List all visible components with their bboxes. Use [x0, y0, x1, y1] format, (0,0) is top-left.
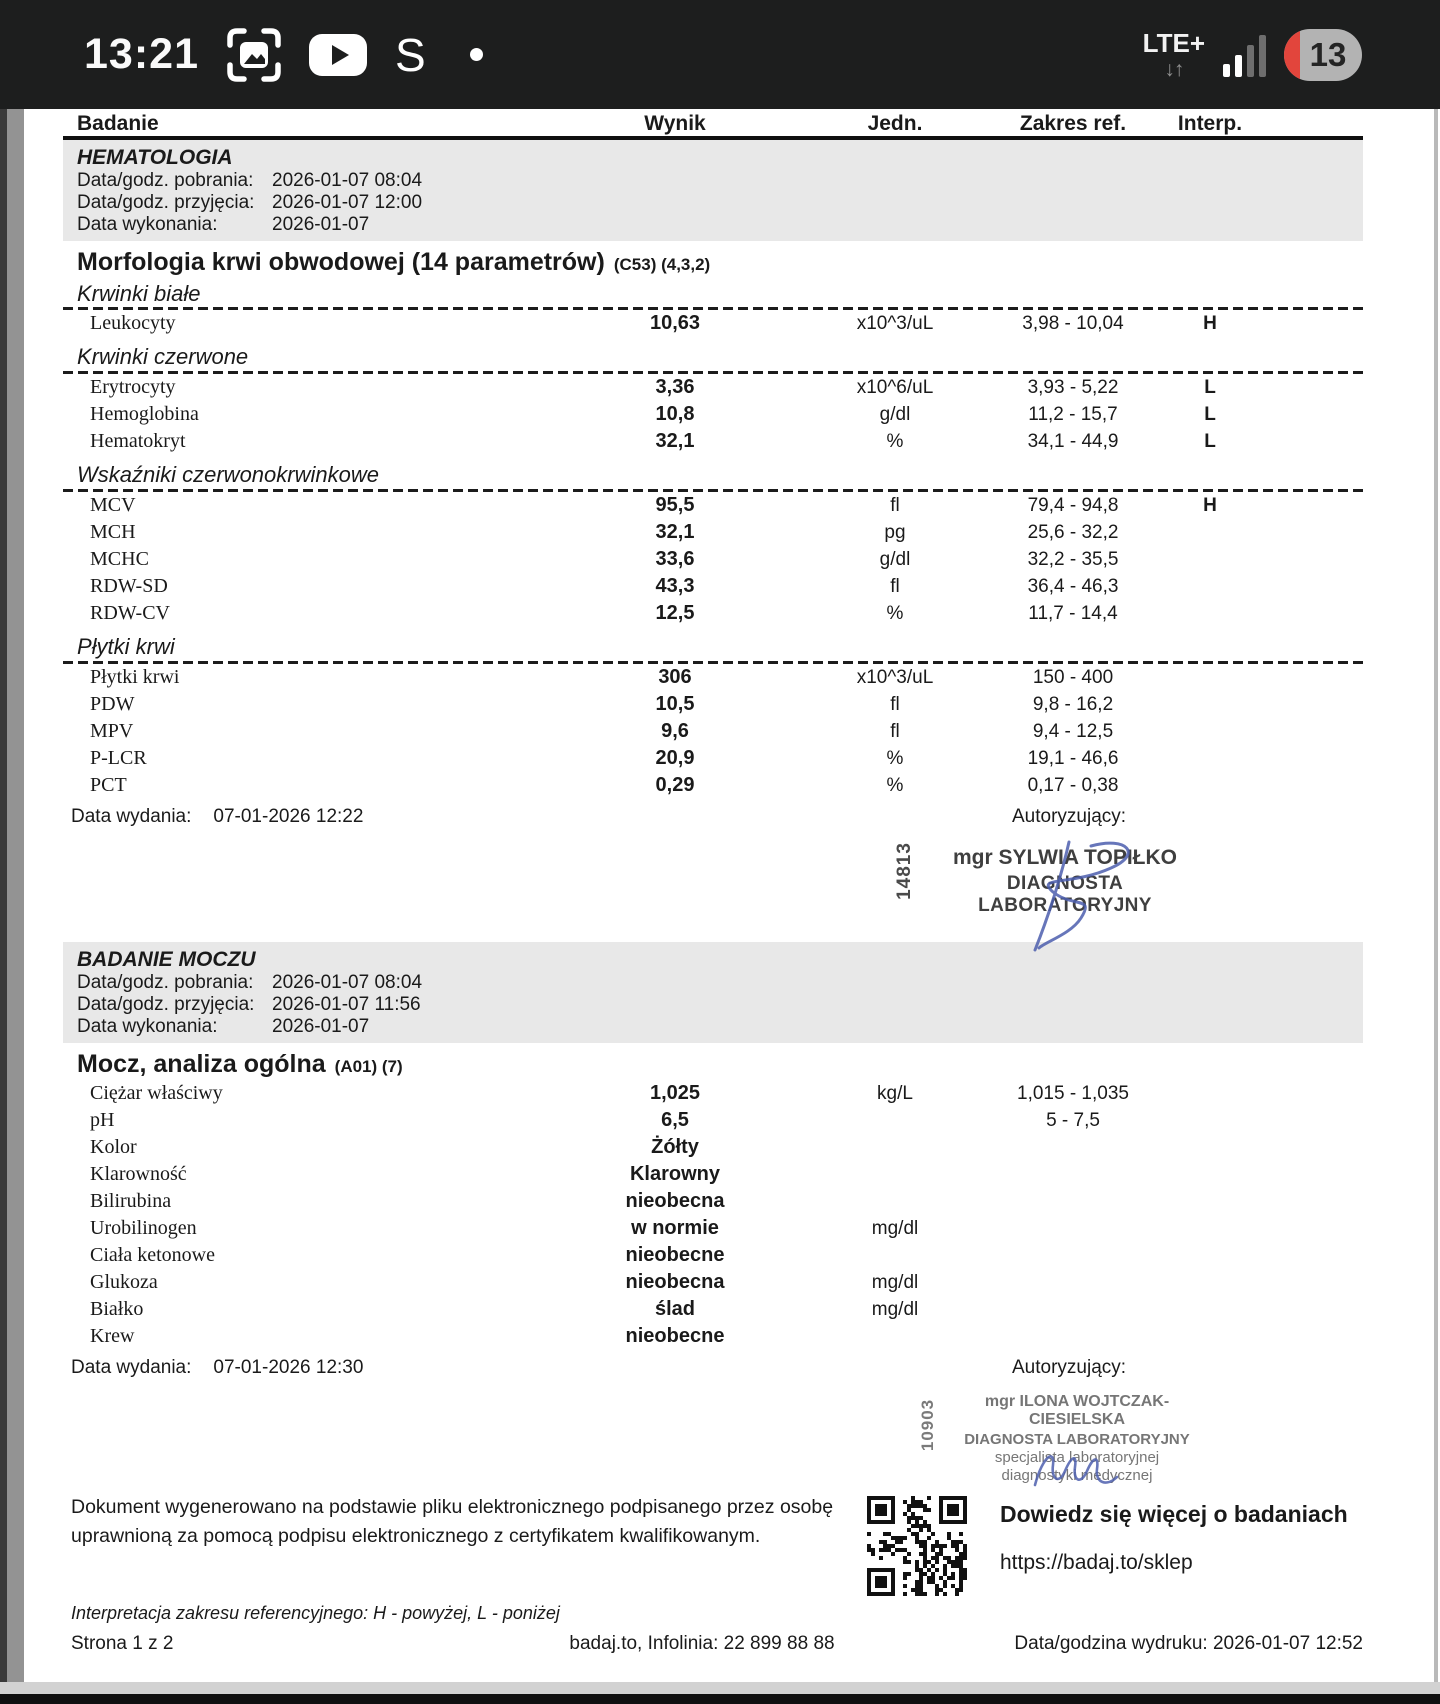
- battery-percent: 13: [1309, 35, 1347, 73]
- test-result: 0,29: [655, 774, 695, 796]
- print-date: Data/godzina wydruku: 2026-01-07 12:52: [1014, 1633, 1363, 1654]
- test-name: PDW: [90, 693, 135, 715]
- issue-date-label: Data wydania:: [71, 806, 192, 827]
- table-row: [63, 401, 1363, 428]
- qr-code: [867, 1496, 967, 1596]
- meta-label: Data/godz. pobrania:: [77, 972, 254, 993]
- table-row: [63, 428, 1363, 455]
- test-name: MCH: [90, 521, 136, 543]
- stamp-number: 10903: [918, 1398, 937, 1452]
- test-result: Żółty: [651, 1136, 699, 1158]
- table-row: [63, 1080, 1363, 1107]
- infoline: badaj.to, Infolinia: 22 899 88 88: [569, 1633, 835, 1654]
- test-unit: mg/dl: [871, 1298, 919, 1320]
- data-arrows-icon: ↓↑: [1164, 57, 1184, 81]
- test-result: 12,5: [655, 602, 695, 624]
- viewer-left-edge-gray: [7, 109, 24, 1694]
- urine-section-band: [63, 942, 1363, 1043]
- meta-value: 2026-01-07 12:00: [272, 192, 423, 213]
- signature-icon: [1023, 1437, 1163, 1495]
- test-name: MPV: [90, 720, 134, 742]
- stamp-specialty-1: specjalista laboratoryjnej: [994, 1449, 1160, 1466]
- viewer-bottom-bar: [0, 1694, 1440, 1704]
- table-row: [63, 718, 1363, 745]
- test-unit: kg/L: [877, 1082, 913, 1104]
- table-row: [63, 1215, 1363, 1242]
- test-result: nieobecna: [625, 1190, 725, 1212]
- issue-date-value: 07-01-2026 12:30: [213, 1357, 364, 1378]
- table-row: [63, 1269, 1363, 1296]
- meta-label: Data/godz. pobrania:: [77, 170, 254, 191]
- test-unit: x10^3/uL: [856, 312, 934, 334]
- test-unit: %: [886, 602, 904, 624]
- viewer-bottom-strip: [0, 1682, 1440, 1694]
- table-row: [63, 1134, 1363, 1161]
- network-indicator: [1142, 27, 1205, 81]
- test-unit: g/dl: [879, 403, 911, 425]
- results-table-header: [63, 109, 1363, 140]
- issue-date-value: 07-01-2026 12:22: [213, 806, 364, 827]
- table-row: [63, 1323, 1363, 1350]
- test-name: Hemoglobina: [90, 403, 199, 425]
- electronic-signature-disclaimer: Dokument wygenerowano na podstawie pliku elektronicznego podpisanego przez osobę uprawnioną za pomocą podpisu elektronicznego z certyfikatem kwalifikowanym.: [71, 1496, 834, 1547]
- test-name: Glukoza: [90, 1271, 158, 1293]
- test-range: 1,015 - 1,035: [1017, 1082, 1129, 1104]
- table-row: [63, 691, 1363, 718]
- col-header-result: Wynik: [644, 112, 706, 135]
- table-row: [63, 1107, 1363, 1134]
- clock: 13:21: [84, 30, 199, 78]
- panel-code: (A01) (7): [334, 1057, 403, 1076]
- test-range: 36,4 - 46,3: [1027, 575, 1119, 597]
- meta-row: [63, 214, 1363, 236]
- battery-icon: [1284, 29, 1362, 81]
- test-name: Bilirubina: [90, 1190, 172, 1212]
- test-result: 95,5: [655, 494, 695, 516]
- test-unit: %: [886, 774, 904, 796]
- test-range: 150 - 400: [1032, 666, 1114, 688]
- table-row: [63, 546, 1363, 573]
- lab-report-page: [0, 109, 1440, 1657]
- col-header-range: Zakres ref.: [1019, 112, 1127, 135]
- table-row: [63, 745, 1363, 772]
- panel-title-text: Mocz, analiza ogólna: [77, 1050, 326, 1078]
- meta-value: 2026-01-07: [272, 214, 370, 235]
- test-name: PCT: [90, 774, 127, 796]
- test-name: Hematokryt: [90, 430, 186, 452]
- test-result: ślad: [654, 1298, 696, 1320]
- test-range: 0,17 - 0,38: [1027, 774, 1119, 796]
- meta-value: 2026-01-07 08:04: [272, 170, 423, 191]
- test-result: Klarowny: [629, 1163, 721, 1185]
- test-name: MCV: [90, 494, 136, 516]
- test-unit: %: [886, 430, 904, 452]
- status-bar: [0, 0, 1440, 109]
- hematology-authorizer-stamp: [63, 830, 1363, 942]
- test-range: 3,98 - 10,04: [1022, 312, 1124, 334]
- authorizer-label: Autoryzujący:: [1012, 806, 1127, 827]
- test-range: 79,4 - 94,8: [1027, 494, 1119, 516]
- table-row: [63, 519, 1363, 546]
- test-result: 306: [658, 666, 692, 688]
- table-row: [63, 664, 1363, 691]
- test-range: 11,7 - 14,4: [1028, 602, 1118, 624]
- table-row: [63, 772, 1363, 799]
- test-result: nieobecna: [625, 1271, 725, 1293]
- test-range: 32,2 - 35,5: [1027, 548, 1119, 570]
- test-unit: x10^3/uL: [856, 666, 934, 688]
- test-name: Klarowność: [90, 1163, 187, 1185]
- test-unit: mg/dl: [871, 1217, 919, 1239]
- meta-label: Data/godz. przyjęcia:: [77, 192, 255, 213]
- test-result: 10,8: [655, 403, 695, 425]
- test-result: w normie: [631, 1217, 719, 1239]
- status-bar-right: [1143, 29, 1362, 81]
- shop-link[interactable]: https://badaj.to/sklep: [1000, 1551, 1193, 1574]
- urine-panel-title: [63, 1050, 1377, 1080]
- test-unit: x10^6/uL: [856, 376, 934, 398]
- meta-row: [63, 994, 1363, 1016]
- test-unit: %: [886, 747, 904, 769]
- meta-value: 2026-01-07 08:04: [272, 972, 423, 993]
- test-range: 19,1 - 46,6: [1027, 747, 1119, 769]
- test-interp-flag: H: [1203, 494, 1217, 516]
- test-name: Kolor: [90, 1136, 137, 1158]
- footer-section: [63, 1489, 1363, 1589]
- test-interp-flag: L: [1204, 376, 1216, 398]
- meta-label: Data wykonania:: [77, 1016, 218, 1037]
- stamp-specialty-2: diagnostyki medycznej: [1001, 1467, 1153, 1484]
- test-name: MCHC: [90, 548, 149, 570]
- viewer-left-edge-dark: [0, 109, 7, 1694]
- test-unit: fl: [890, 693, 900, 715]
- hematology-section-band: [63, 140, 1363, 241]
- test-unit: fl: [890, 575, 900, 597]
- test-name: Urobilinogen: [90, 1217, 197, 1239]
- test-interp-flag: L: [1204, 430, 1216, 452]
- test-range: 25,6 - 32,2: [1027, 521, 1119, 543]
- test-result: 6,5: [661, 1109, 689, 1131]
- authorizer-label: Autoryzujący:: [1012, 1357, 1127, 1378]
- table-row: [63, 492, 1363, 519]
- group-label-red-cell-indices: Wskaźniki czerwonokrwinkowe: [77, 462, 379, 487]
- table-row: [63, 1161, 1363, 1188]
- test-result: 10,5: [655, 693, 695, 715]
- col-header-interp: Interp.: [1177, 112, 1243, 135]
- test-result: 32,1: [655, 430, 695, 452]
- test-result: 9,6: [661, 720, 689, 742]
- meta-row: [63, 1016, 1363, 1038]
- panel-title-text: Morfologia krwi obwodowej (14 parametrów): [77, 248, 605, 276]
- test-name: Białko: [90, 1298, 144, 1320]
- table-row: [63, 1188, 1363, 1215]
- test-range: 9,8 - 16,2: [1032, 693, 1114, 715]
- group-label-white-cells: Krwinki białe: [77, 280, 201, 306]
- hematology-issue-row: [63, 804, 1363, 830]
- group-label-platelets: Płytki krwi: [77, 634, 175, 659]
- table-row: [63, 374, 1363, 401]
- morphology-panel-title: [63, 248, 1377, 278]
- signature-icon: [943, 834, 1183, 952]
- test-result: 3,36: [655, 376, 695, 398]
- test-name: RDW-CV: [90, 602, 170, 624]
- test-range: 5 - 7,5: [1046, 1109, 1100, 1131]
- urine-section-title: BADANIE MOCZU: [77, 947, 256, 971]
- meta-row: [63, 170, 1363, 192]
- test-range: 11,2 - 15,7: [1028, 403, 1118, 425]
- meta-value: 2026-01-07 11:56: [272, 994, 421, 1015]
- table-row: [63, 1296, 1363, 1323]
- test-name: Leukocyty: [90, 312, 176, 334]
- test-unit: fl: [890, 494, 900, 516]
- test-result: 10,63: [649, 312, 701, 334]
- meta-row: [63, 972, 1363, 994]
- meta-label: Data/godz. przyjęcia:: [77, 994, 255, 1015]
- notification-dot-icon: [470, 48, 483, 61]
- test-result: nieobecne: [625, 1244, 725, 1266]
- test-result: 20,9: [655, 747, 695, 769]
- stamp-number: 14813: [894, 842, 915, 900]
- test-result: 33,6: [655, 548, 695, 570]
- test-name: Krew: [90, 1325, 135, 1347]
- test-unit: fl: [890, 720, 900, 742]
- test-result: 43,3: [655, 575, 695, 597]
- urine-authorizer-stamp: [63, 1381, 1363, 1489]
- page-number: Strona 1 z 2: [71, 1633, 174, 1654]
- test-name: P-LCR: [90, 747, 147, 769]
- issue-date-label: Data wydania:: [71, 1357, 192, 1378]
- hematology-section-title: HEMATOLOGIA: [77, 145, 233, 169]
- stamp-name: mgr ILONA WOJTCZAK-CIESIELSKA: [984, 1393, 1170, 1428]
- test-result: 1,025: [649, 1082, 701, 1104]
- table-row: [63, 573, 1363, 600]
- network-type-label: LTE+: [1142, 27, 1205, 58]
- test-unit: pg: [884, 521, 906, 543]
- test-result: nieobecne: [625, 1325, 725, 1347]
- viewer-right-scroll-edge[interactable]: [1434, 109, 1438, 1682]
- meta-label: Data wykonania:: [77, 214, 218, 235]
- table-row: [63, 310, 1363, 337]
- test-interp-flag: L: [1204, 403, 1216, 425]
- test-name: Erytrocyty: [90, 376, 176, 398]
- stamp-title: DIAGNOSTA LABORATORYJNY: [964, 1431, 1190, 1448]
- test-name: Płytki krwi: [90, 666, 180, 688]
- test-name: RDW-SD: [90, 575, 168, 597]
- table-row: [63, 600, 1363, 627]
- panel-code: (C53) (4,3,2): [613, 255, 711, 274]
- meta-value: 2026-01-07: [272, 1016, 370, 1037]
- col-header-unit: Jedn.: [867, 112, 923, 135]
- screenshot-icon: [225, 26, 283, 84]
- col-header-test: Badanie: [77, 112, 159, 135]
- urine-issue-row: [63, 1355, 1363, 1381]
- stamp-name: mgr SYLWIA TOPIŁKO: [952, 846, 1178, 869]
- test-unit: mg/dl: [871, 1271, 919, 1293]
- s-app-icon: S: [394, 28, 426, 81]
- meta-row: [63, 192, 1363, 214]
- test-unit: g/dl: [879, 548, 911, 570]
- test-name: Ciężar właściwy: [90, 1082, 223, 1104]
- test-name: Ciała ketonowe: [90, 1244, 215, 1266]
- interpretation-note: Interpretacja zakresu referencyjnego: H - powyżej, L - poniżej: [71, 1603, 560, 1623]
- signal-strength-icon: [1223, 33, 1266, 77]
- battery-low-fill: [1284, 29, 1300, 81]
- table-row: [63, 1242, 1363, 1269]
- test-range: 34,1 - 44,9: [1027, 430, 1119, 452]
- group-label-red-cells: Krwinki czerwone: [77, 344, 249, 369]
- test-range: 9,4 - 12,5: [1032, 720, 1114, 742]
- stamp-title: DIAGNOSTA LABORATORYJNY: [978, 873, 1152, 916]
- test-result: 32,1: [655, 521, 695, 543]
- page-footer-row: [63, 1631, 1363, 1657]
- youtube-icon: [309, 33, 367, 77]
- test-range: 3,93 - 5,22: [1027, 376, 1119, 398]
- test-name: pH: [90, 1109, 115, 1131]
- test-interp-flag: H: [1203, 312, 1217, 334]
- qr-caption: Dowiedz się więcej o badaniach: [1000, 1501, 1348, 1527]
